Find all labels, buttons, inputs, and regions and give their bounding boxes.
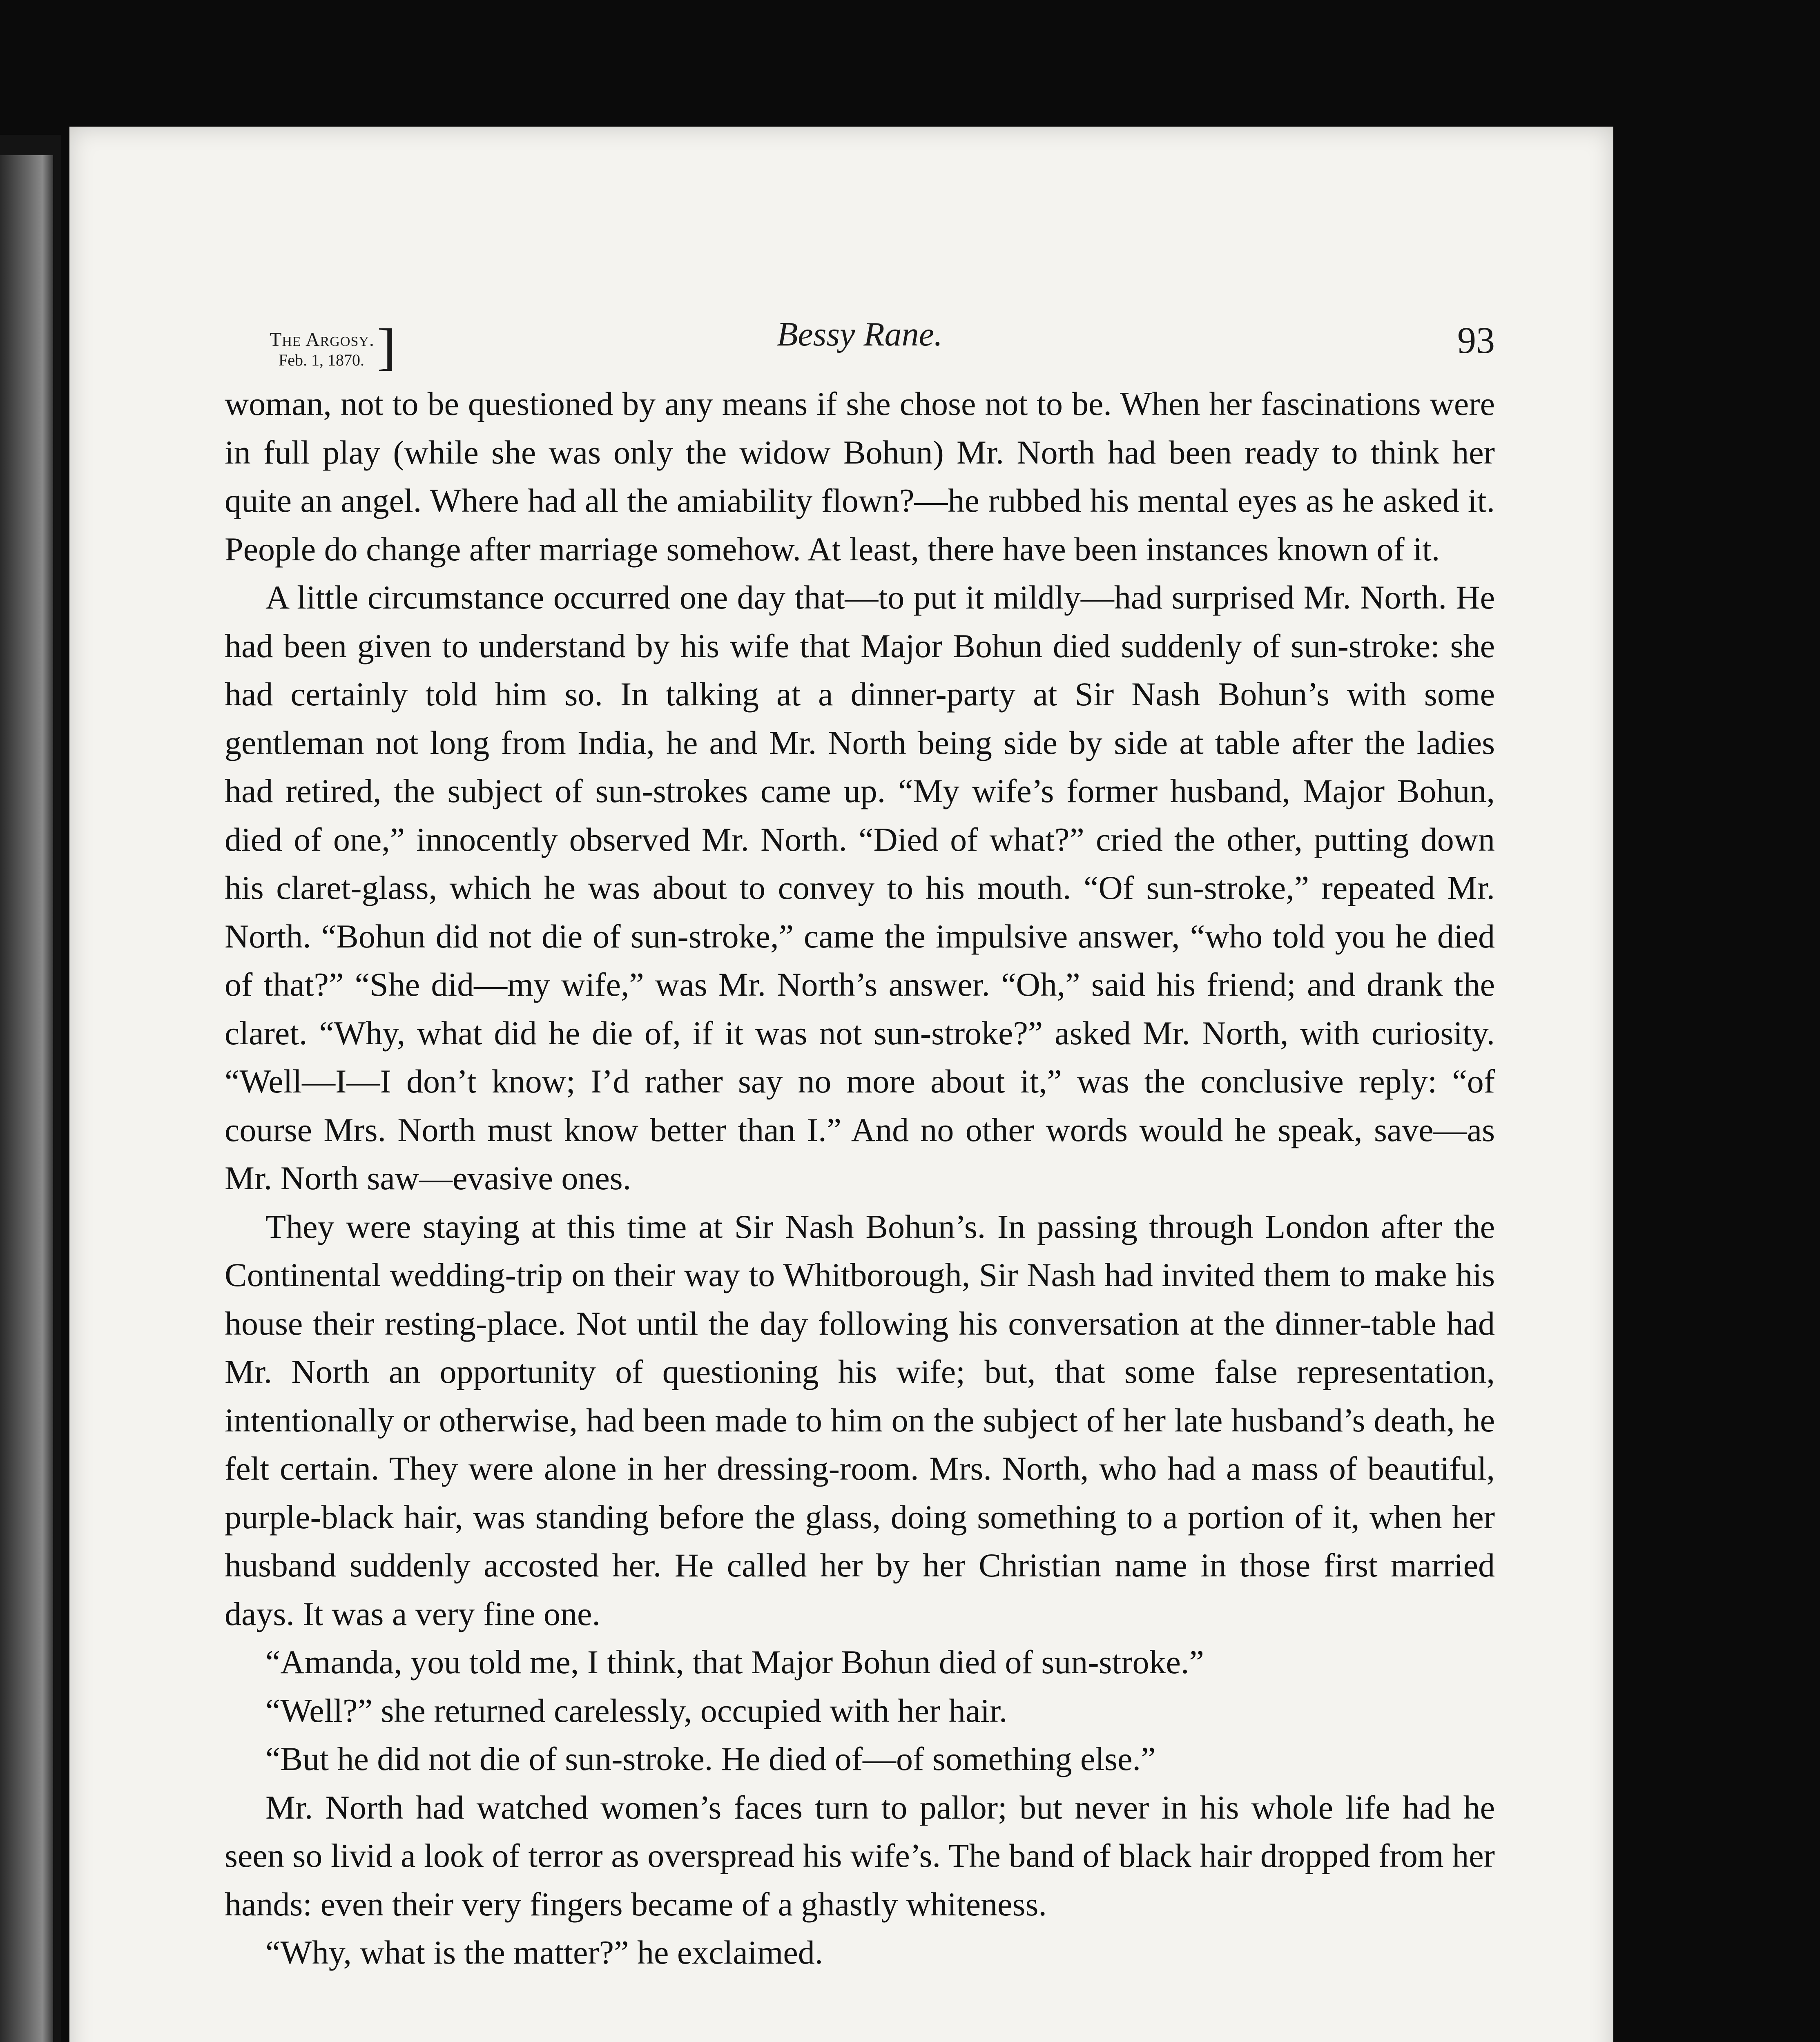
paragraph: “But he did not die of sun-stroke. He died of—of something else.” (265, 1740, 1156, 1777)
paragraph: They were staying at this time at Sir Nash Bohun’s. In passing through London after the Continental wedding-trip on their way to Whitborough, Sir Nash had invited them to make his house their resting-place. Not until the day following his conversation at the dinner-table had Mr. North an opportunity of questioning his wife; but, that some false representation, intentionally or otherwise, had been made to him on the subject of her late husband’s death, he felt certain. They were alone in her dressing-room. Mrs. North, who had a mass of beautiful, purple-black hair, was standing before the glass, doing something to a portion of it, when her husband suddenly accosted her. He called her by her Christian name in those first married days. It was a very fine one. (225, 1208, 1495, 1632)
paragraph: woman, not to be questioned by any means if she chose not to be. When her fascinations were in full play (while she was only the widow Bohun) Mr. North had been ready to think her quite an angel. Where had all the amiability flown?—he rubbed his mental eyes as he asked it. People do change after marriage somehow. At least, there have been instances known of it. (225, 385, 1495, 568)
running-head-title: Bessy Rane. (777, 315, 943, 353)
facing-page-edge (0, 155, 53, 2042)
bracket-glyph: ] (377, 318, 396, 376)
page-number: 93 (1457, 319, 1495, 361)
paragraph: “Well?” she returned carelessly, occupied with her hair. (265, 1692, 1008, 1729)
publication-date: Feb. 1, 1870. (279, 351, 364, 369)
paragraph: A little circumstance occurred one day that—to put it mildly—had surprised Mr. North. He had been given to understand by his wife that Major Bohun died suddenly of sun-stroke: she had certainly told him so. In talking at a dinner-party at Sir Nash Bohun’s with some gentleman not long from India, he and Mr. North being side by side at table after the ladies had retired, the subject of sun-strokes came up. “My wife’s former husband, Major Bohun, died of one,” innocently observed Mr. North. “Died of what?” cried the other, putting down his claret-glass, which he was about to convey to his mouth. “Of sun-stroke,” repeated Mr. North. “Bohun did not die of sun-stroke,” came the impulsive answer, “who told you he died of that?” “She did—my wife,” was Mr. North’s answer. “Oh,” said his friend; and drank the claret. “Why, what did he die of, if it was not sun-stroke?” asked Mr. North, with curiosity. “Well—I—I don’t know; I’d rather say no more about it,” was the conclusive reply: “of course Mrs. North must know better than I.” And no other words would he speak, save—as Mr. North saw—evasive ones. (225, 579, 1495, 1197)
body-text (225, 380, 1495, 1977)
paragraph: “Why, what is the matter?” he exclaimed. (265, 1934, 823, 1971)
running-head (225, 306, 1495, 380)
page-content (225, 306, 1495, 1977)
book-page (69, 127, 1613, 2042)
paragraph: “Amanda, you told me, I think, that Major Bohun died of sun-stroke.” (265, 1643, 1204, 1681)
publication-name: The Argosy. (270, 329, 375, 350)
paragraph: Mr. North had watched women’s faces turn to pallor; but never in his whole life had he seen so livid a look of terror as overspread his wife’s. The band of black hair dropped from her hands: even their very fingers became of a ghastly whiteness. (225, 1788, 1495, 1923)
